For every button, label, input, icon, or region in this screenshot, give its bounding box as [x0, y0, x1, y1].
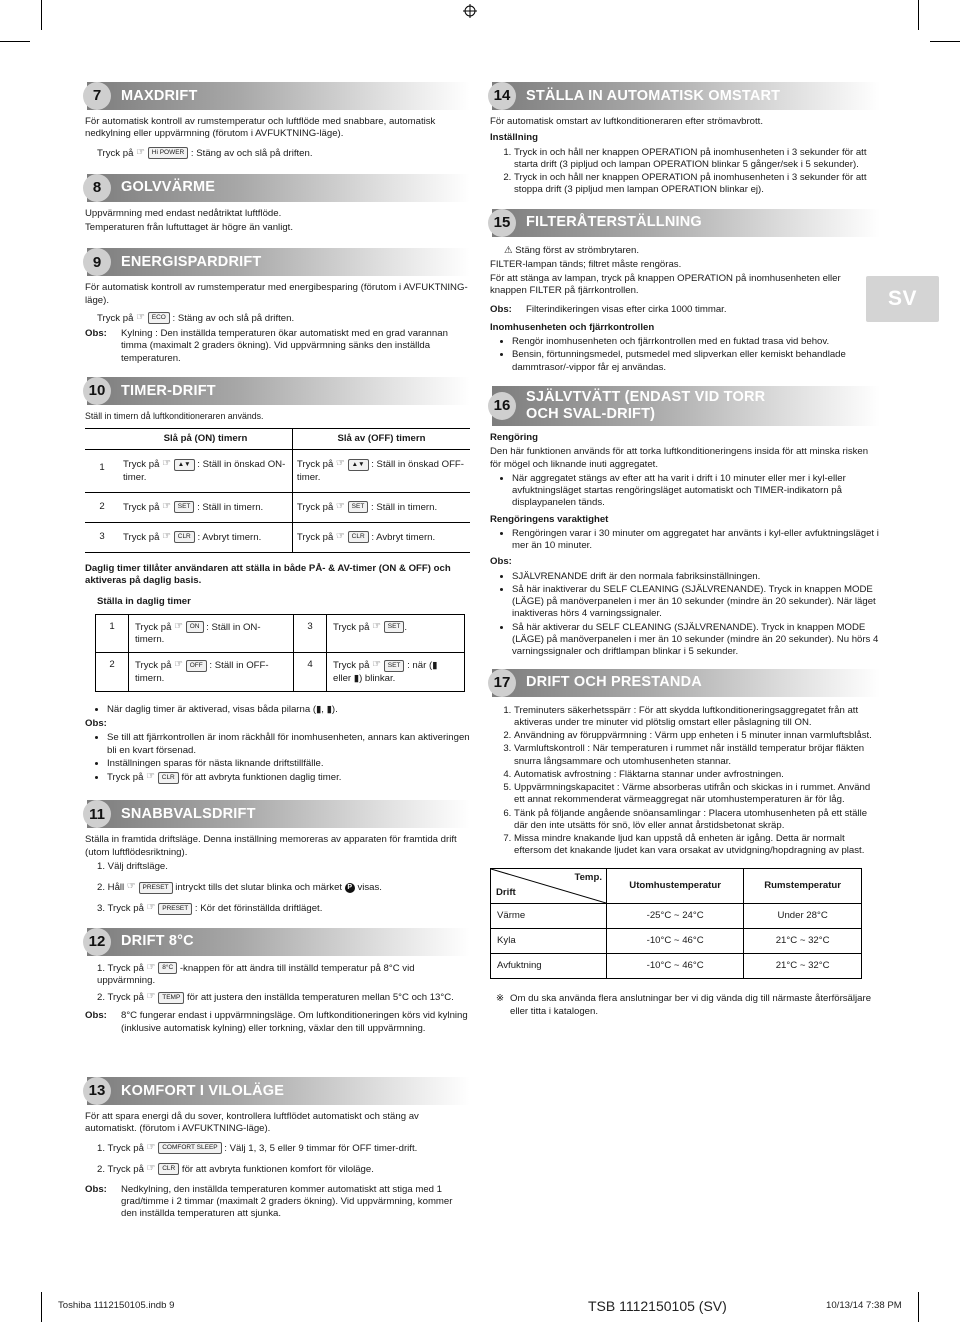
- table-row: Avfuktning -10°C ~ 46°C 21°C ~ 32°C: [491, 954, 862, 979]
- clr-button-icon: CLR: [158, 1163, 179, 1175]
- section-header: [87, 1077, 470, 1105]
- subheading: Inomhusenheten och fjärrkontrollen: [490, 321, 655, 333]
- instruction: Tryck på ☞ Hi POWER : Stäng av och slå på driften.: [97, 146, 313, 159]
- list-item: 5. Uppvärmningskapacitet : Värme absorberas utifrån och skickas in i rummet. Använd ett annat rekommenderat värmeaggregat när utomhustemperaturen är för låg.: [514, 782, 880, 807]
- section-title: TIMER-DRIFT: [121, 382, 216, 399]
- table-cell: [85, 429, 119, 450]
- hand-pointer-icon: ☞: [146, 902, 156, 914]
- note: [85, 1010, 470, 1035]
- comfort-sleep-button-icon: COMFORT SLEEP: [158, 1142, 221, 1154]
- section-header: [87, 174, 470, 202]
- bullet-list: [85, 704, 470, 716]
- column-header: Slå på (ON) timern: [119, 429, 292, 450]
- performance-table: [490, 868, 862, 980]
- note-text: 8°C fungerar endast i uppvärmningsläge. Om luftkonditioneringen körs vid kylning (inklusive automatisk kylning) eller torkning, växlar den till uppvärmning.: [121, 1010, 468, 1034]
- language-tab: SV: [866, 276, 939, 322]
- up-down-arrow-button-icon: ▲▼: [174, 459, 195, 471]
- table-row: Värme -25°C ~ 24°C Under 28°C: [491, 903, 862, 928]
- section-9: [85, 248, 470, 365]
- section-number: 16: [488, 392, 516, 420]
- instruction: Tryck på ☞ ECO : Stäng av och slå på driften.: [97, 311, 295, 324]
- subheading: Ställa in daglig timer: [97, 595, 191, 607]
- hand-pointer-icon: ☞: [146, 1162, 156, 1174]
- section-title: FILTERÅTERSTÄLLNING: [526, 214, 702, 231]
- section-13: [85, 1077, 470, 1221]
- paragraph: För att stänga av lampan, tryck på knappen OPERATION på inomhusenheten eller knappen FILTER på fjärrkontrollen.: [490, 273, 841, 297]
- section-number: 12: [83, 928, 111, 956]
- paragraph: Uppvärmning med endast nedåtriktat luftflöde.: [85, 207, 282, 219]
- off-button-icon: OFF: [186, 660, 207, 672]
- right-column: [490, 82, 880, 1018]
- note-text: Filterindikeringen visas efter cirka 1000 timmar.: [526, 303, 727, 315]
- footer-code: TSB 1112150105 (SV): [588, 1298, 727, 1314]
- numbered-list: [490, 147, 880, 197]
- corner-cell: Temp. Drift: [491, 868, 607, 903]
- list-item: • Se till att fjärrkontrollen är inom räckhåll för inomhusenheten, annars kan aktiveringen bli en kvart försenad.: [107, 732, 470, 757]
- list-item: 1. Treminuters säkerhetsspärr : För att skydda luftkonditioneringsaggregatet från att aktiveras under tre minuter vid plötslig omstart eller påslagning till ON.: [514, 705, 880, 730]
- section-number: 14: [488, 82, 516, 110]
- timer-table: [85, 428, 470, 553]
- hand-pointer-icon: ☞: [136, 146, 146, 158]
- 8c-button-icon: 8°C: [158, 962, 177, 974]
- section-12: [85, 928, 470, 1035]
- clr-button-icon: CLR: [348, 531, 369, 543]
- note-label: Obs:: [85, 718, 107, 730]
- hand-pointer-icon: ☞: [126, 881, 136, 893]
- paragraph: Temperaturen från luftuttaget är högre än vanligt.: [85, 222, 293, 233]
- paragraph: Den här funktionen används för att torka luftkonditioneringens insida för att minska risken för mögel och liknande inuti aggregatet.: [490, 446, 869, 470]
- step: 2. Håll ☞ PRESET intryckt tills det slutar blinka och märket P visas.: [97, 881, 382, 894]
- section-header: [87, 82, 470, 110]
- hand-pointer-icon: ☞: [146, 771, 156, 783]
- list-item: • Rengöringen varar i 30 minuter om aggregatet har använts i kyl-eller avfuktningsläget i mer än 10 minuter.: [512, 528, 880, 553]
- bottom-section: [85, 1077, 470, 1224]
- list-item: • SJÄLVRENANDE drift är den normala fabriksinställningen.: [512, 571, 880, 583]
- section-header: [492, 386, 880, 426]
- subheading: Rengöring: [490, 431, 538, 443]
- section-header: [87, 248, 470, 276]
- step: 3. Tryck på ☞ PRESET : Kör det förinställda driftläget.: [97, 902, 323, 915]
- registration-mark-icon: [463, 4, 477, 18]
- paragraph: För att spara energi då du sover, kontrollera luftflödet automatiskt och stäng av automatiskt. (förutom i AVFUKTNING-läge).: [85, 1111, 419, 1135]
- hand-pointer-icon: ☞: [146, 1141, 156, 1153]
- paragraph: Ställa in framtida driftsläge. Denna inställning memoreras av apparaten för framtida drift (utom luftflödesriktning).: [85, 834, 457, 858]
- hi-power-button-icon: Hi POWER: [148, 147, 189, 159]
- paragraph: Daglig timer tillåter användaren att ställa in både PÅ- & AV-timer (ON & OFF) och aktiveras på daglig basis.: [85, 563, 451, 587]
- set-button-icon: SET: [348, 501, 369, 513]
- step: 1. Tryck på ☞ COMFORT SLEEP : Välj 1, 3, 5 eller 9 timmar för OFF timer-drift.: [97, 1141, 418, 1154]
- numbered-list: [490, 705, 880, 858]
- note-text: Kylning : Den inställda temperaturen ökar automatiskt med en grad varannan timma (maximalt 2 graders ökning). Vid uppvärmning sänks den inställda temperaturen.: [121, 328, 448, 364]
- crop-mark: [918, 0, 919, 30]
- list-item: • Bensin, förtunningsmedel, putsmedel med slipverkan eller kemiskt behandlade dammtrasor/-vippor får ej användas.: [512, 349, 880, 374]
- list-item: 6. Tänk på följande angående snöansamlingar : Placera utomhusenheten på ett ställe där den inte utsätts för snö, löv eller annat årstidsbetonat skräp.: [514, 808, 880, 833]
- section-7: [85, 82, 470, 160]
- hand-pointer-icon: ☞: [174, 620, 184, 632]
- section-14: [490, 82, 880, 197]
- section-header: [87, 928, 470, 956]
- set-button-icon: SET: [174, 501, 195, 513]
- section-title: GOLVVÄRME: [121, 179, 216, 196]
- section-title: MAXDRIFT: [121, 87, 198, 104]
- section-header: [87, 800, 470, 828]
- note: [85, 328, 470, 365]
- preset-button-icon: PRESET: [139, 882, 173, 894]
- column-header: Slå av (OFF) timern: [292, 429, 470, 450]
- section-title: KOMFORT I VILOLÄGE: [121, 1082, 285, 1099]
- section-16: [490, 386, 880, 659]
- list-item: 1. Tryck in och håll ner knappen OPERATION på inomhusenheten i 3 sekunder för att starta drift (3 pipljud och lampan OPERATION blinkar 5 gånger/sek i 5 sekunder).: [514, 147, 880, 172]
- section-10: [85, 377, 470, 785]
- subheading: Inställning: [490, 132, 538, 144]
- section-header: [492, 209, 880, 237]
- bullet-list: [490, 571, 880, 659]
- set-button-icon: SET: [384, 621, 405, 633]
- hand-pointer-icon: ☞: [336, 500, 345, 512]
- hand-pointer-icon: ☞: [336, 458, 345, 470]
- list-item: 3. Varmluftskontroll : När temperaturen i rummet når inställd temperatur bröjar fläkten snurra långsammare och utomhusenheten stannar.: [514, 743, 880, 768]
- hand-pointer-icon: ☞: [146, 991, 156, 1003]
- table-row: [491, 868, 862, 903]
- section-11: [85, 800, 470, 915]
- clr-button-icon: CLR: [174, 531, 195, 543]
- left-column: [85, 82, 470, 1038]
- bullet-list: [490, 528, 880, 553]
- hand-pointer-icon: ☞: [174, 659, 184, 671]
- footnote-text: Om du ska använda flera anslutningar ber vi dig vända dig till närmaste återförsäljare eller titta i katalogen.: [510, 993, 872, 1017]
- section-title: STÄLLA IN AUTOMATISK OMSTART: [526, 87, 781, 104]
- section-number: 11: [83, 800, 111, 828]
- crop-mark: [41, 0, 42, 30]
- table-row: 1 Tryck på ☞ ▲▼ : Ställ in önskad ON-timer. Tryck på ☞ ▲▼ : Ställ in önskad OFF-timer.: [85, 450, 470, 492]
- list-item: • När aggregatet stängs av efter att ha varit i drift i 10 minuter eller mer i kyl-eller avfuktningsläget startas rengöringsläget automatiskt och TIMER-indikatorn på displaypanelen tänds.: [512, 473, 880, 510]
- list-item: • Så här inaktiverar du SELF CLEANING (SJÄLVRENANDE). Tryck in knappen MODE (LÄGE) på manöverpanelen i mer än 10 sekunder (mindre än 20 sekunder). När läget inaktiveras hörs 4 varningssignaler.: [512, 584, 880, 621]
- section-number: 17: [488, 669, 516, 697]
- footer-date: 10/13/14 7:38 PM: [826, 1300, 902, 1311]
- table-row: 2 Tryck på ☞ OFF : Ställ in OFF-timern. 4 Tryck på ☞ SET : när (▮ eller ▮) blinkar.: [96, 653, 465, 691]
- hand-pointer-icon: ☞: [162, 530, 172, 542]
- list-item: • Rengör inomhusenheten och fjärrkontrollen med en fuktad trasa vid behov.: [512, 336, 880, 348]
- list-item: • Så här aktiverar du SELF CLEANING (SJÄLVRENANDE). Tryck in knappen MODE (LÄGE) på manöverpanelen i mer än 10 sekunder (mindre än 20 sekunder). Nu hörs 4 varningssignaler och driftlampan blinkar i 5 sekunder.: [512, 622, 880, 659]
- list-item: • Tryck på ☞ CLR för att avbryta funktionen daglig timer.: [107, 771, 470, 784]
- hand-pointer-icon: ☞: [372, 659, 382, 671]
- step: 1. Tryck på ☞ 8°C -knappen för att ändra till inställd temperatur på 8°C vid uppvärmning.: [97, 961, 415, 986]
- section-header: [87, 377, 470, 405]
- paragraph: FILTER-lampan tänds; filtret måste rengöras.: [490, 258, 682, 270]
- temp-button-icon: TEMP: [158, 992, 184, 1004]
- section-title: ENERGISPARDRIFT: [121, 253, 262, 270]
- table-row: Kyla -10°C ~ 46°C 21°C ~ 32°C: [491, 928, 862, 953]
- bullet-list: [85, 732, 470, 784]
- bullet-list: [490, 473, 880, 510]
- on-button-icon: ON: [186, 621, 204, 633]
- section-title: DRIFT 8°C: [121, 933, 194, 950]
- list-item: • När daglig timer är aktiverad, visas båda pilarna (▮, ▮).: [107, 704, 470, 716]
- hand-pointer-icon: ☞: [372, 620, 382, 632]
- section-number: 10: [83, 377, 111, 405]
- reference-mark-icon: ※: [496, 993, 505, 1005]
- paragraph: För automatisk kontroll av rumstemperatur och luftflöde med snabbare, automatisk nedkylning eller uppvärmning (förutom i AVFUKTNING-läge).: [85, 116, 436, 140]
- note-label: Obs:: [85, 328, 107, 339]
- list-item: 7. Missa mindre knakande ljud kan uppstå då enheten är igång. Detta är normalt eftersom det knakande ljudet kan vara orsakat av utvidgning/hopdragning av plast.: [514, 833, 880, 858]
- subheading: Rengöringens varaktighet: [490, 513, 609, 525]
- preset-button-icon: PRESET: [158, 903, 192, 915]
- warning-triangle-icon: ⚠: [504, 244, 513, 256]
- column-header: Rumstemperatur: [744, 868, 862, 903]
- table-row: 1 Tryck på ☞ ON : Ställ in ON-timern. 3 Tryck på ☞ SET .: [96, 614, 465, 652]
- section-17: [490, 669, 880, 1019]
- bullet-list: [490, 336, 880, 374]
- daily-timer-table: [95, 614, 465, 692]
- step: 2. Tryck på ☞ TEMP för att justera den inställda temperaturen mellan 5°C och 13°C.: [97, 991, 454, 1004]
- crop-mark: [918, 1292, 919, 1322]
- list-item: 4. Automatisk avfrostning : Fläktarna stannar under avfrostningen.: [514, 769, 880, 781]
- clr-button-icon: CLR: [158, 772, 179, 784]
- footnote: [490, 993, 880, 1018]
- set-button-icon: SET: [384, 660, 405, 672]
- section-title: DRIFT OCH PRESTANDA: [526, 674, 702, 691]
- section-8: [85, 174, 470, 235]
- section-header: [492, 669, 880, 697]
- section-number: 8: [83, 174, 111, 202]
- footer-file: Toshiba 1112150105.indb 9: [58, 1300, 175, 1311]
- note: [490, 304, 880, 316]
- note-label: Obs:: [490, 556, 512, 568]
- section-title: SNABBVALSDRIFT: [121, 806, 256, 823]
- note: [85, 1184, 470, 1221]
- hand-pointer-icon: ☞: [162, 458, 172, 470]
- table-row: 3 Tryck på ☞ CLR : Avbryt timern. Tryck på ☞ CLR : Avbryt timern.: [85, 522, 470, 552]
- note-text: Nedkylning, den inställda temperaturen kommer automatiskt att stiga med 1 grad/timme i 2 timmar (maximalt 2 graders ökning). Vid uppvärmning, kommer den inställda temperaturen att sjunka.: [121, 1183, 453, 1220]
- eco-button-icon: ECO: [148, 312, 170, 324]
- section-number: 15: [488, 209, 516, 237]
- section-15: [490, 209, 880, 374]
- crop-mark: [0, 41, 30, 42]
- paragraph: Ställ in timern då luftkonditioneraren används.: [85, 410, 264, 421]
- section-number: 9: [83, 248, 111, 276]
- note-label: Obs:: [85, 1183, 107, 1195]
- list-item: 2. Användning av föruppvärmning : Värm upp enheten i 5 minuter innan varmluftsblåst.: [514, 730, 880, 742]
- list-item: • Inställningen sparas för nästa liknande driftstillfälle.: [107, 758, 470, 770]
- list-item: 2. Tryck in och håll ner knappen OPERATION på inomhusenheten i 3 sekunder för att stoppa drift (3 pipljud men lampan OPERATION blinkar ej).: [514, 172, 880, 197]
- note-label: Obs:: [490, 303, 512, 315]
- paragraph: För automatisk omstart av luftkonditioneraren efter strömavbrott.: [490, 116, 764, 127]
- crop-mark: [930, 41, 960, 42]
- hand-pointer-icon: ☞: [336, 530, 345, 542]
- preset-mark-icon: P: [345, 883, 355, 893]
- up-down-arrow-button-icon: ▲▼: [348, 459, 369, 471]
- hand-pointer-icon: ☞: [162, 500, 172, 512]
- paragraph: För automatisk kontroll av rumstemperatur med energibesparing (förutom i AVFUKTNING-läge).: [85, 282, 468, 306]
- table-row: 2 Tryck på ☞ SET : Ställ in timern. Tryck på ☞ SET : Ställ in timern.: [85, 492, 470, 522]
- warning: ⚠ Stäng först av strömbrytaren.: [504, 244, 639, 256]
- step: 2. Tryck på ☞ CLR för att avbryta funktionen komfort för viloläge.: [97, 1162, 374, 1175]
- hand-pointer-icon: ☞: [136, 311, 146, 323]
- crop-mark: [41, 1292, 42, 1322]
- section-number: 13: [83, 1077, 111, 1105]
- section-title: SJÄLVTVÄTT (ENDAST VID TORR OCH SVAL-DRIFT): [526, 388, 766, 422]
- note-label: Obs:: [85, 1010, 107, 1022]
- step: 1. Välj driftsläge.: [97, 860, 168, 872]
- hand-pointer-icon: ☞: [146, 961, 156, 973]
- section-header: [492, 82, 880, 110]
- section-number: 7: [83, 82, 111, 110]
- column-header: Utomhustemperatur: [607, 868, 744, 903]
